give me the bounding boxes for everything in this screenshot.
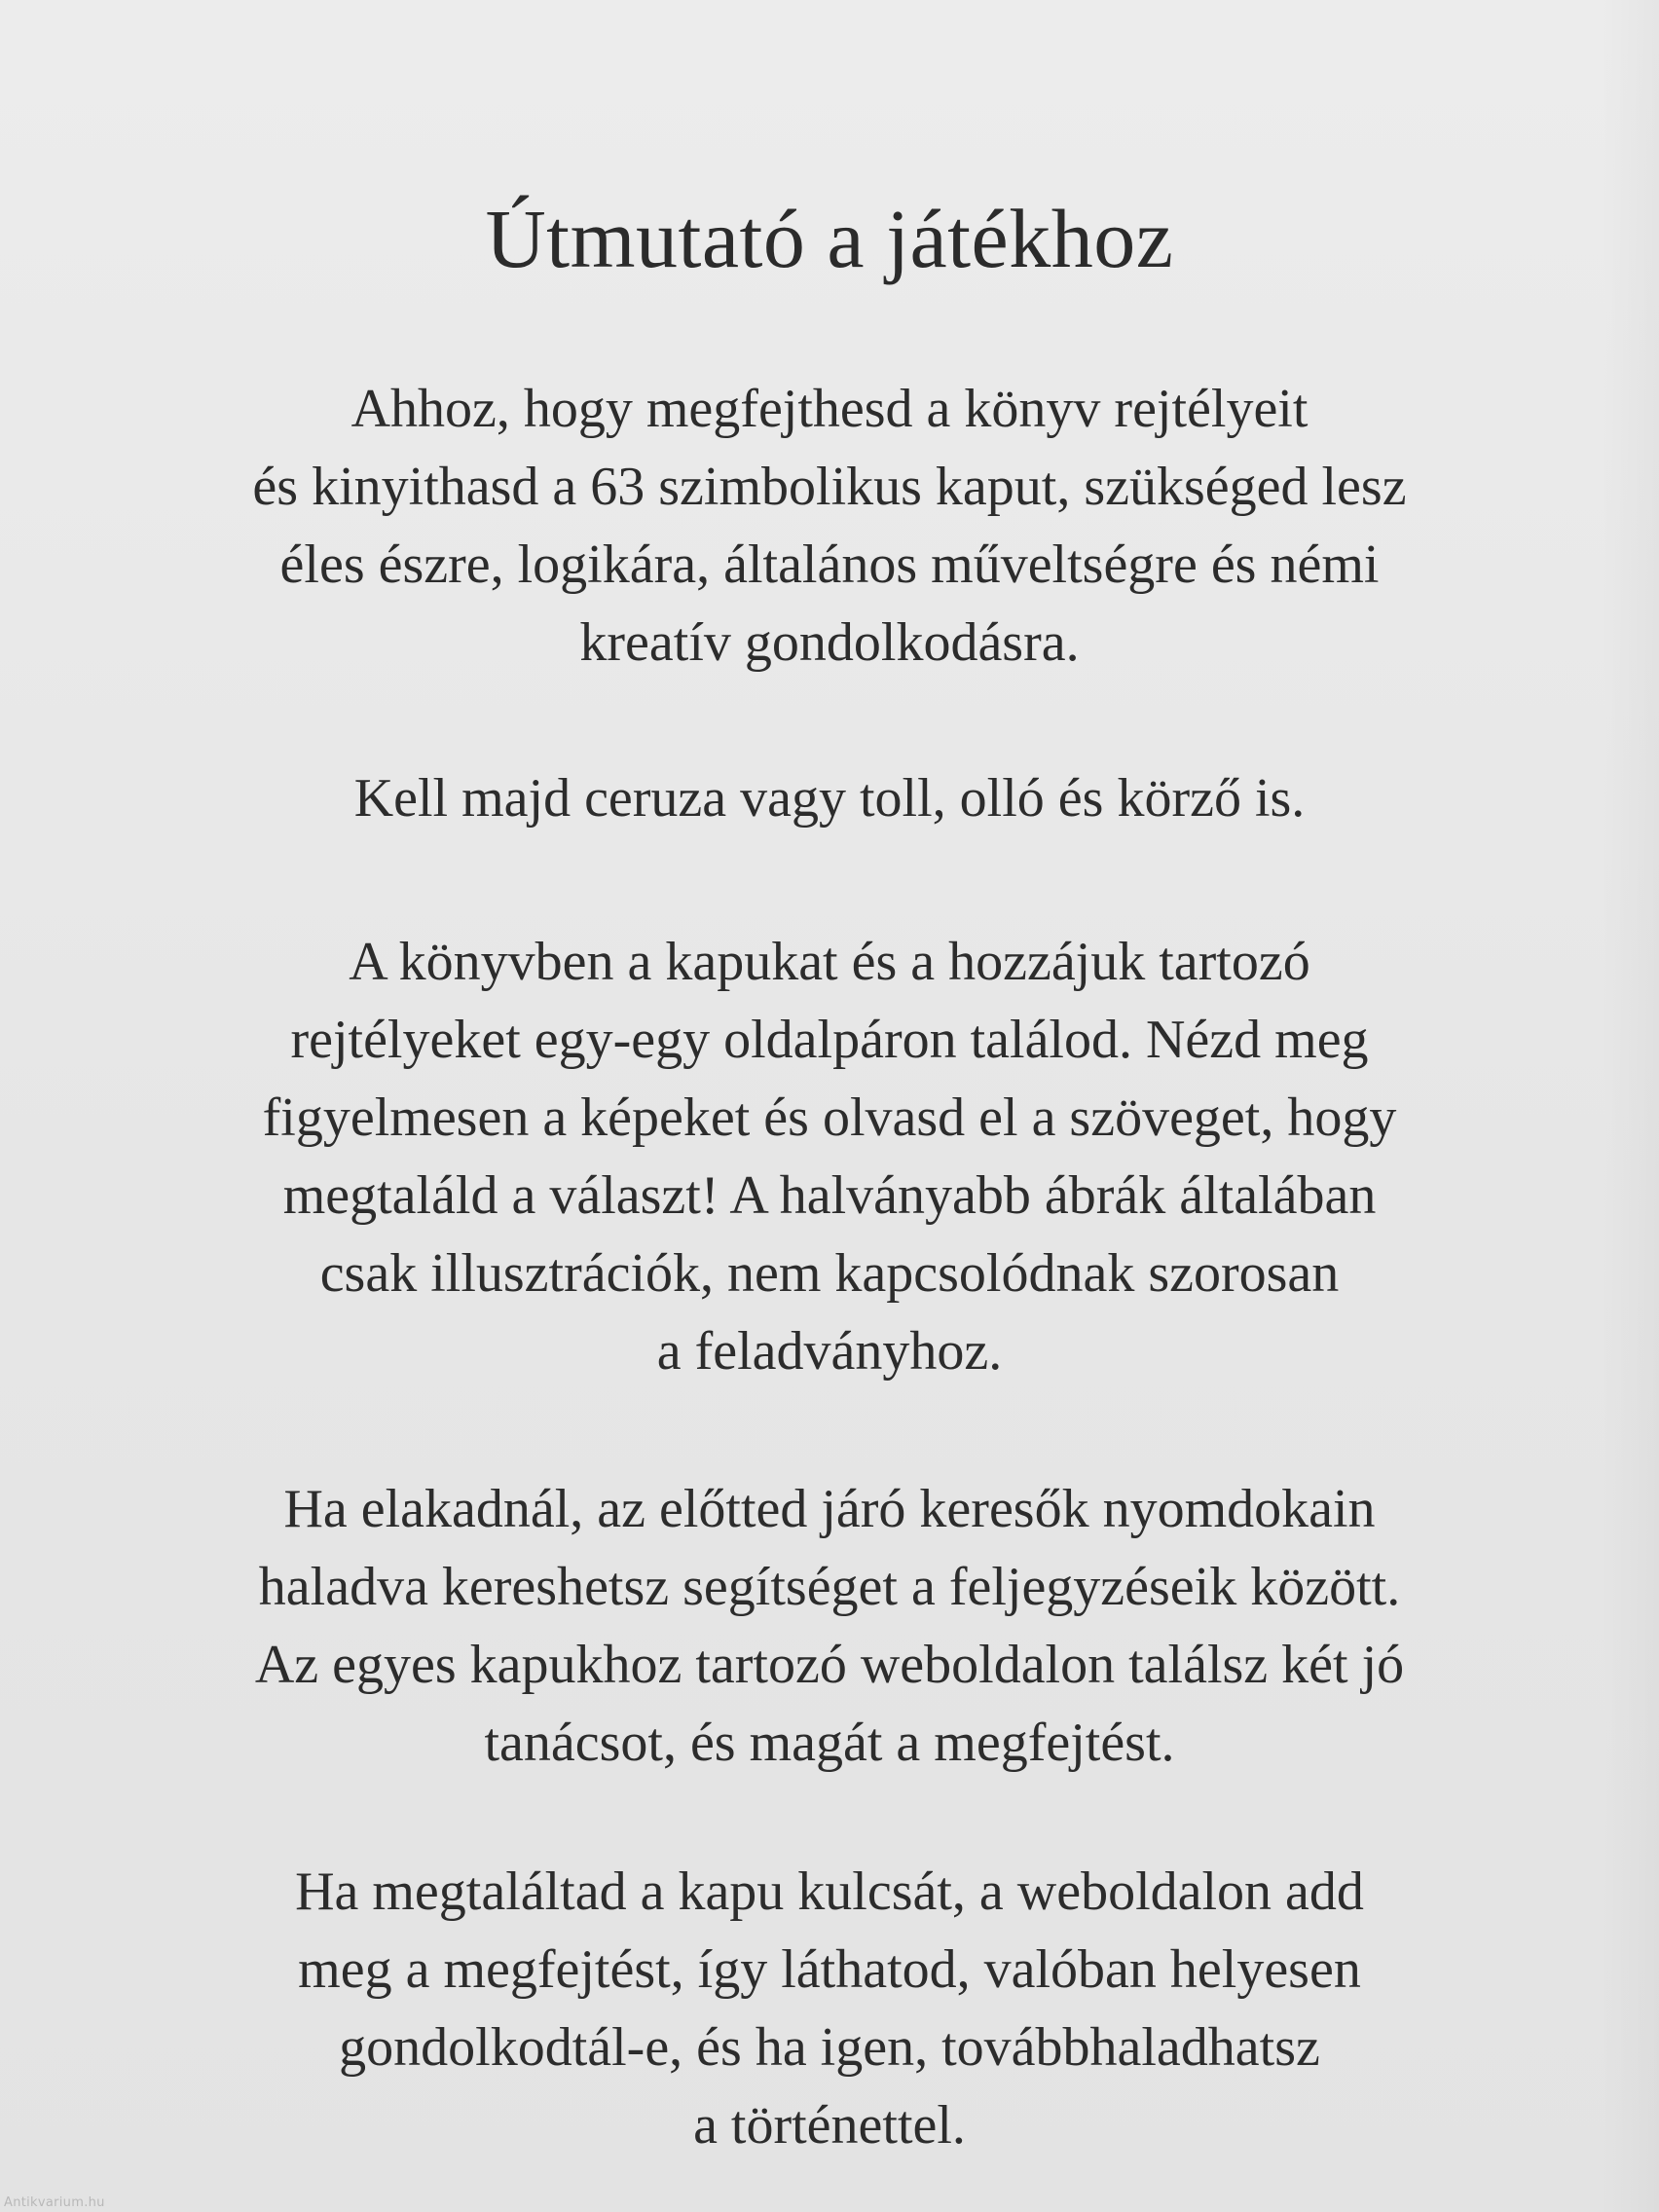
- paragraph-help: [0, 1470, 1659, 1782]
- text-line: haladva kereshetsz segítséget a feljegyzéseik között.: [258, 1557, 1401, 1617]
- text-line: megtaláld a választ! A halványabb ábrák általában: [282, 1165, 1377, 1226]
- text-line: figyelmesen a képeket és olvasd el a szöveget, hogy: [262, 1088, 1397, 1148]
- text-line: Ahhoz, hogy megfejthesd a könyv rejtélyeit: [350, 379, 1309, 439]
- text-line: rejtélyeket egy-egy oldalpáron találod. Nézd meg: [290, 1010, 1369, 1070]
- text-line: a feladványhoz.: [656, 1321, 1003, 1382]
- text-line: csak illusztrációk, nem kapcsolódnak szorosan: [319, 1243, 1340, 1304]
- paragraph-gates: [0, 923, 1659, 1390]
- text-line: kreatív gondolkodásra.: [579, 612, 1080, 673]
- text-line: Ha megtaláltad a kapu kulcsát, a weboldalon add: [295, 1862, 1364, 1922]
- text-line: tanácsot, és magát a megfejtést.: [484, 1713, 1175, 1773]
- page-title: Útmutató a játékhoz: [485, 192, 1174, 285]
- text-line: éles észre, logikára, általános műveltségre és némi: [279, 535, 1380, 595]
- text-line: Az egyes kapukhoz tartozó weboldalon találsz két jó: [254, 1635, 1405, 1695]
- text-line: A könyvben a kapukat és a hozzájuk tartozó: [349, 932, 1310, 992]
- watermark: Antikvarium.hu: [4, 2195, 105, 2210]
- paragraph-tools: [0, 759, 1659, 837]
- text-line: a történettel.: [693, 2095, 966, 2156]
- paragraph-solution: [0, 1853, 1659, 2164]
- text-line: Kell majd ceruza vagy toll, olló és körző is.: [353, 768, 1306, 829]
- text-line: meg a megfejtést, így láthatod, valóban helyesen: [298, 1939, 1361, 2000]
- text-line: gondolkodtál-e, és ha igen, továbbhaladhatsz: [339, 2017, 1320, 2078]
- paragraph-intro: [0, 370, 1659, 682]
- text-line: és kinyithasd a 63 szimbolikus kaput, szükséged lesz: [252, 457, 1407, 517]
- text-line: Ha elakadnál, az előtted járó keresők nyomdokain: [283, 1479, 1376, 1539]
